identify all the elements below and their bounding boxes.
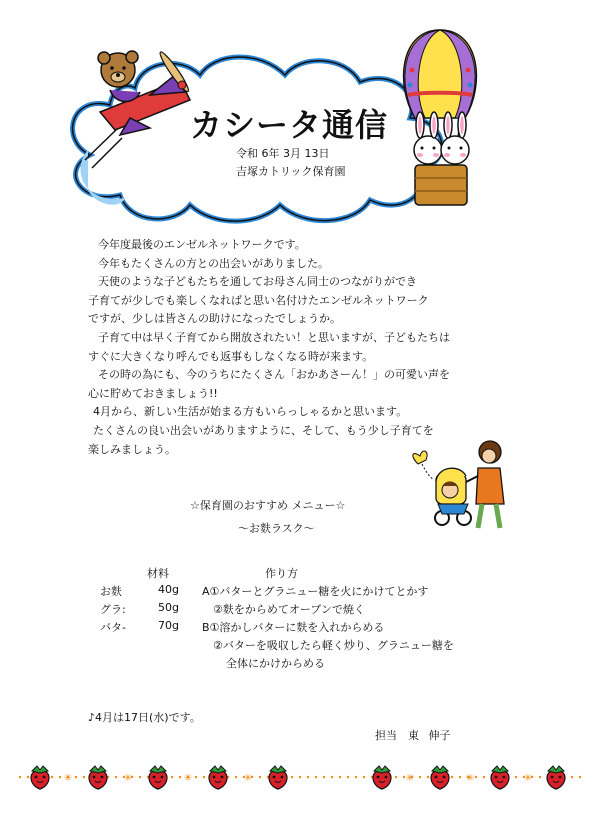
border-dot (203, 776, 205, 778)
border-dot (299, 776, 301, 778)
ingredient-amount: 70g (158, 619, 179, 632)
ingredient-amount: 40g (158, 583, 179, 596)
menu-title: ☆保育園のおすすめ メニュー☆ (190, 499, 346, 512)
border-dot (427, 776, 429, 778)
border-star: ✳ (63, 773, 73, 784)
staff-name: 担当 東 伸子 (375, 729, 451, 742)
strawberry-icon (373, 766, 391, 789)
border-dot (75, 776, 77, 778)
body-line: 今年もたくさんの方との出会いがありました。 (98, 256, 329, 270)
newsletter-title: カシータ通信 (190, 106, 389, 144)
border-dot (171, 776, 173, 778)
ingredient-name: バタ- (100, 621, 126, 634)
body-line: 今年度最後のエンゼルネットワークです。 (98, 238, 306, 251)
border-dot (539, 776, 541, 778)
hot-air-balloon-rabbits-icon (404, 30, 477, 205)
body-line: 子育てが少しでも楽しくなればと思い名付けたエンゼルネットワーク (88, 293, 429, 307)
mother-with-stroller-icon (408, 436, 528, 536)
border-dot (51, 776, 53, 778)
border-dot (483, 776, 485, 778)
border-star: ✳ (183, 773, 193, 784)
border-star: ✳ (243, 773, 253, 784)
body-line: 天使のような子どもたちを通してお母さん同士のつながりができ (98, 275, 417, 289)
border-dot (179, 776, 181, 778)
ingredient-amount: 50g (158, 601, 179, 614)
butterfly-icon (413, 451, 434, 480)
border-dot (459, 776, 461, 778)
border-star: ✳ (405, 773, 415, 784)
body-line: ですが、少しは皆さんの助けになったでしょうか。 (88, 312, 341, 326)
border-dot (451, 776, 453, 778)
border-star: ✳ (523, 773, 533, 784)
strawberry-icon (431, 766, 449, 789)
ingredient-name: お麩 (100, 585, 122, 598)
border-dot (235, 776, 237, 778)
border-dot (323, 776, 325, 778)
border-dot (331, 776, 333, 778)
border-dot (307, 776, 309, 778)
border-dot (195, 776, 197, 778)
strawberry-icon (31, 766, 49, 789)
border-dot (363, 776, 365, 778)
border-dot (19, 776, 21, 778)
body-line: 楽しみましょう。 (88, 442, 176, 456)
border-dot (347, 776, 349, 778)
border-dot (259, 776, 261, 778)
strawberry-icon (547, 766, 565, 789)
strawberry-icon (209, 766, 227, 789)
recipe-step: ②麩をからめてオーブンで焼く (213, 603, 365, 616)
strawberry-border (0, 755, 598, 805)
menu-subtitle: ～お麩ラスク～ (238, 522, 315, 535)
strawberry-icon (149, 766, 167, 789)
recipe-step: 全体にかけからめる (226, 657, 325, 670)
border-dot (395, 776, 397, 778)
body-line: 4月から、新しい生活が始まる方もいらっしゃるかと思います。 (93, 405, 408, 419)
border-star: ✳ (465, 773, 475, 784)
border-dot (291, 776, 293, 778)
border-dot (515, 776, 517, 778)
border-dot (115, 776, 117, 778)
strawberry-icon (89, 766, 107, 789)
body-line: 心に貯めておきましょう!! (88, 386, 218, 400)
school-name: 吉塚カトリック保育園 (236, 165, 346, 178)
border-dot (59, 776, 61, 778)
border-dot (419, 776, 421, 778)
body-line: 子育て中は早く子育てから開放されたい！と思いますが、子どもたちは (98, 330, 450, 344)
recipe-step: B①溶かしバターに麩を入れからめる (202, 621, 385, 634)
ingredient-name: グラ: (100, 603, 126, 616)
border-dot (579, 776, 581, 778)
strawberry-icon (269, 766, 287, 789)
border-star: ✳ (123, 773, 133, 784)
border-dot (571, 776, 573, 778)
message-body (88, 236, 488, 459)
border-dot (475, 776, 477, 778)
body-line: すぐに大きくなり呼んでも返事もしなくなる時が来ます。 (88, 349, 374, 363)
ingredients-header: 材料 (147, 567, 169, 580)
border-dot (315, 776, 317, 778)
steps-header: 作り方 (265, 567, 298, 580)
next-date-note: ♪4月は17日(水)です。 (88, 711, 201, 724)
border-dot (27, 776, 29, 778)
recipe-step: A①バターとグラニュー糖を火にかけてとかす (202, 585, 429, 598)
strawberry-icon (491, 766, 509, 789)
recipe-step: ②バターを吸収したら軽く炒り、グラニュー糖を (213, 639, 454, 652)
border-dot (339, 776, 341, 778)
body-line: たくさんの良い出会いがありますように、そして、もう少し子育てを (93, 423, 434, 437)
issue-date: 令和 6年 3月 13日 (236, 147, 330, 160)
border-dot (83, 776, 85, 778)
border-dot (139, 776, 141, 778)
border-dot (355, 776, 357, 778)
body-line: その時の為にも、今のうちにたくさん「おかあさーん！」の可愛い声を (98, 368, 450, 382)
